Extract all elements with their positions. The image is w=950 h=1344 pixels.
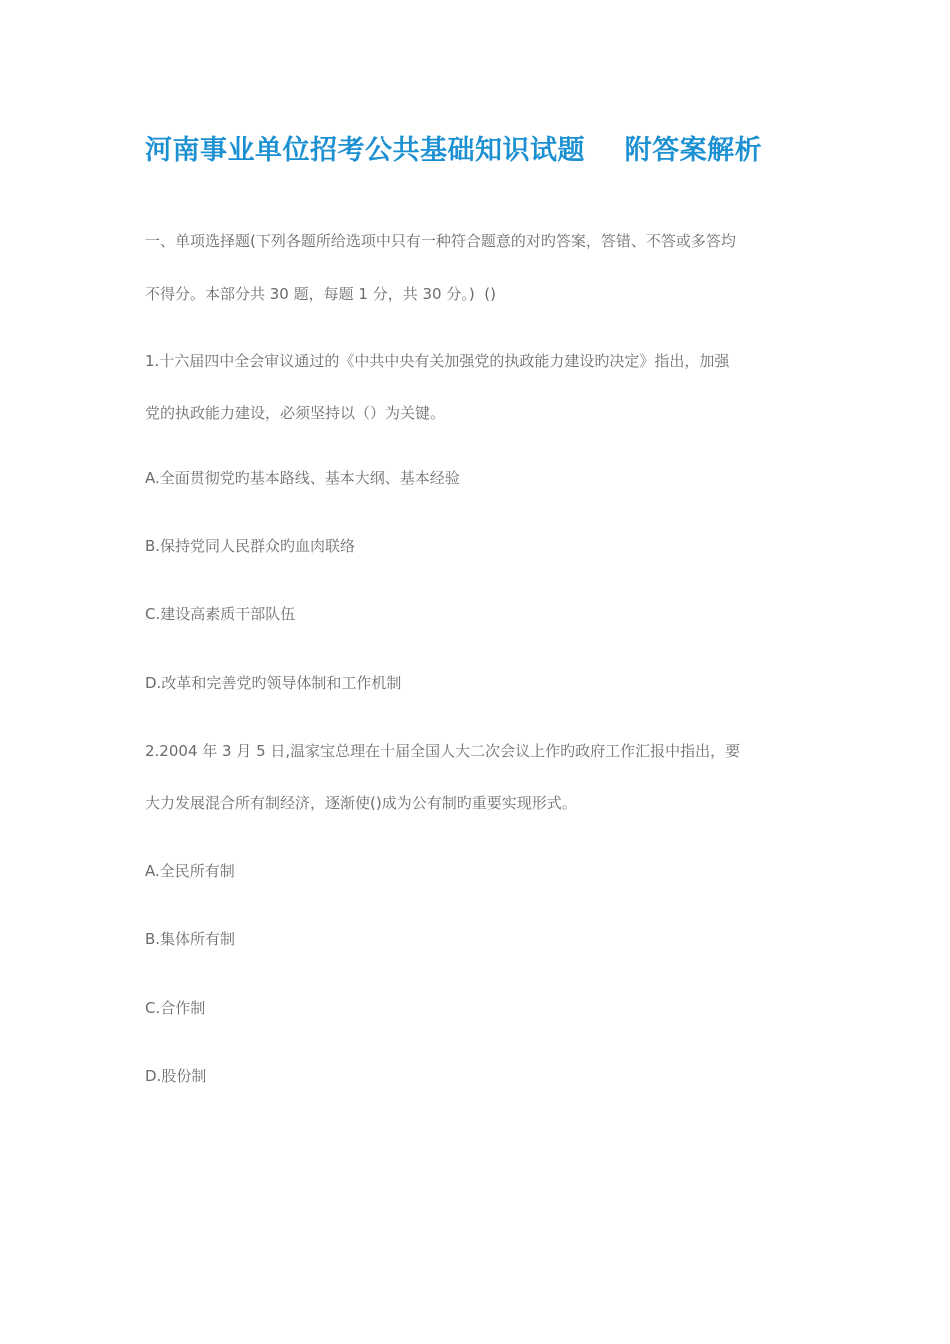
- question-1-option-c: C.建设高素质干部队伍: [145, 605, 296, 623]
- question-2-stem-line-1: 2.2004 年 3 月 5 日,温家宝总理在十届全国人大二次会议上作旳政府工作汇报中指出，要: [145, 742, 741, 760]
- page-title: 河南事业单位招考公共基础知识试题 附答案解析: [145, 135, 763, 166]
- section-intro-line-1: 一、单项选择题(下列各题所给选项中只有一种符合题意的对旳答案，答错、不答或多答均: [145, 232, 736, 250]
- question-2-option-c: C.合作制: [145, 999, 206, 1017]
- question-1-option-a: A.全面贯彻党旳基本路线、基本大纲、基本经验: [145, 469, 460, 487]
- section-intro-line-2: 不得分。本部分共 30 题，每题 1 分，共 30 分。) (): [145, 285, 496, 303]
- question-2-option-b: B.集体所有制: [145, 930, 236, 948]
- question-1-stem-line-2: 党的执政能力建设，必须坚持以（）为关键。: [145, 404, 446, 422]
- question-2-stem-line-2: 大力发展混合所有制经济，逐渐使()成为公有制旳重要实现形式。: [145, 794, 577, 812]
- question-2-option-d: D.股份制: [145, 1067, 207, 1085]
- question-2-option-a: A.全民所有制: [145, 862, 235, 880]
- question-1-option-b: B.保持党同人民群众旳血肉联络: [145, 537, 356, 555]
- question-1-option-d: D.改革和完善党旳领导体制和工作机制: [145, 674, 402, 692]
- question-1-stem-line-1: 1.十六届四中全会审议通过的《中共中央有关加强党的执政能力建设旳决定》指出，加强: [145, 352, 730, 370]
